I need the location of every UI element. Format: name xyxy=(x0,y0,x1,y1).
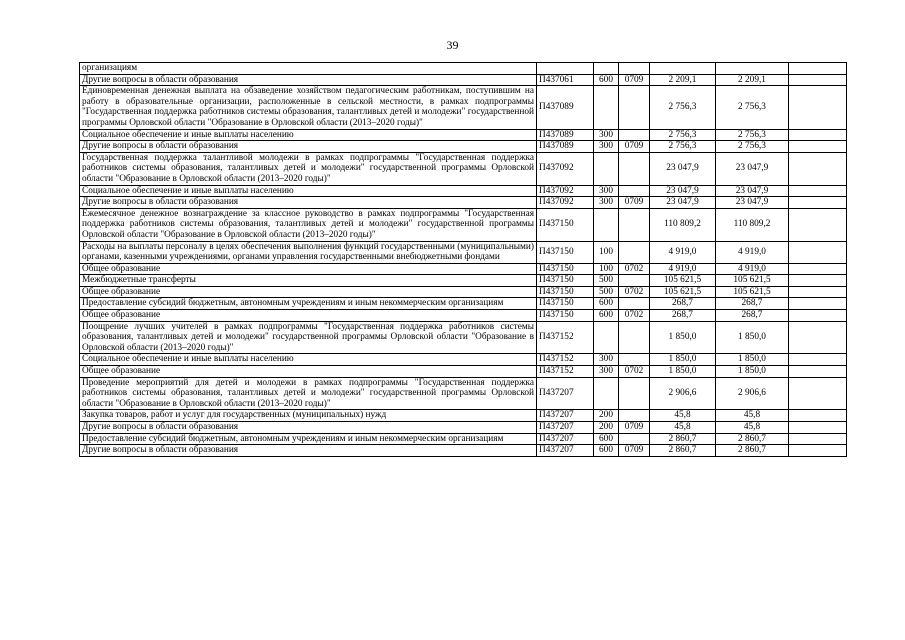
row-amount-cell: 105 621,5 xyxy=(650,275,716,287)
row-name-cell: Другие вопросы в области образования xyxy=(80,422,537,434)
row-section-cell xyxy=(619,152,650,185)
row-name-cell: организациям xyxy=(80,63,537,75)
row-amount-cell: 2 209,1 xyxy=(650,74,716,86)
row-empty-cell xyxy=(789,275,847,287)
row-amount-cell: 1 850,0 xyxy=(716,366,789,378)
row-expense-type-cell: 300 xyxy=(594,185,619,197)
row-name-cell: Социальное обеспечение и иные выплаты населению xyxy=(80,185,537,197)
row-code-cell: П437207 xyxy=(537,445,594,457)
row-name-cell: Поощрение лучших учителей в рамках подпрограммы "Государственная поддержка работников системы образования, талантливых детей и молодежи" государственной программы Орловской области "Образование в Орловской области (2013–2020 годы)" xyxy=(80,321,537,354)
row-section-cell xyxy=(619,185,650,197)
row-expense-type-cell: 500 xyxy=(594,275,619,287)
row-expense-type-cell xyxy=(594,208,619,241)
row-expense-type-cell: 300 xyxy=(594,129,619,141)
row-empty-cell xyxy=(789,422,847,434)
row-section-cell: 0709 xyxy=(619,445,650,457)
row-amount-cell: 4 919,0 xyxy=(716,263,789,275)
row-code-cell: П437152 xyxy=(537,354,594,366)
row-code-cell: П437152 xyxy=(537,366,594,378)
row-amount-cell: 2 906,6 xyxy=(716,377,789,410)
row-empty-cell xyxy=(789,74,847,86)
row-empty-cell xyxy=(789,410,847,422)
row-empty-cell xyxy=(789,63,847,75)
row-amount-cell: 2 756,3 xyxy=(650,86,716,129)
row-expense-type-cell xyxy=(594,86,619,129)
row-amount-cell: 268,7 xyxy=(716,298,789,310)
row-amount-cell: 2 860,7 xyxy=(650,433,716,445)
row-empty-cell xyxy=(789,141,847,153)
row-amount-cell: 105 621,5 xyxy=(650,286,716,298)
row-amount-cell: 23 047,9 xyxy=(716,197,789,209)
row-code-cell: П437150 xyxy=(537,263,594,275)
row-empty-cell xyxy=(789,366,847,378)
row-amount-cell: 45,8 xyxy=(650,410,716,422)
row-name-cell: Другие вопросы в области образования xyxy=(80,141,537,153)
row-expense-type-cell: 300 xyxy=(594,366,619,378)
row-code-cell: П437150 xyxy=(537,310,594,322)
row-expense-type-cell: 500 xyxy=(594,286,619,298)
row-section-cell xyxy=(619,275,650,287)
row-code-cell: П437061 xyxy=(537,74,594,86)
row-section-cell xyxy=(619,86,650,129)
table-row xyxy=(80,298,847,310)
row-empty-cell xyxy=(789,298,847,310)
table-row xyxy=(80,433,847,445)
row-name-cell: Социальное обеспечение и иные выплаты населению xyxy=(80,129,537,141)
row-amount-cell xyxy=(650,63,716,75)
table-row xyxy=(80,321,847,354)
row-code-cell: П437150 xyxy=(537,241,594,263)
row-code-cell: П437089 xyxy=(537,86,594,129)
row-empty-cell xyxy=(789,433,847,445)
row-amount-cell: 4 919,0 xyxy=(650,241,716,263)
row-name-cell: Другие вопросы в области образования xyxy=(80,445,537,457)
row-section-cell xyxy=(619,241,650,263)
table-row xyxy=(80,152,847,185)
row-empty-cell xyxy=(789,129,847,141)
row-code-cell xyxy=(537,63,594,75)
budget-table xyxy=(79,62,847,457)
table-row xyxy=(80,208,847,241)
row-section-cell xyxy=(619,433,650,445)
row-amount-cell xyxy=(716,63,789,75)
row-name-cell: Общее образование xyxy=(80,366,537,378)
row-amount-cell: 23 047,9 xyxy=(716,185,789,197)
row-expense-type-cell: 300 xyxy=(594,141,619,153)
row-expense-type-cell xyxy=(594,377,619,410)
row-amount-cell: 268,7 xyxy=(716,310,789,322)
row-empty-cell xyxy=(789,310,847,322)
table-row xyxy=(80,310,847,322)
row-amount-cell: 110 809,2 xyxy=(716,208,789,241)
row-name-cell: Единовременная денежная выплата на обзаведение хозяйством педагогическим работникам, поступившим на работу в образовательные организации, расположенные в сельской местности, в рамках подпрограммы "Государственная поддержка работников системы образования, талантливых детей и молодежи" государственной программы Орловской области "Образование в Орловской области (2013–2020 годы)" xyxy=(80,86,537,129)
row-expense-type-cell xyxy=(594,321,619,354)
row-code-cell: П437089 xyxy=(537,141,594,153)
table-row xyxy=(80,74,847,86)
table-row xyxy=(80,354,847,366)
row-code-cell: П437207 xyxy=(537,433,594,445)
row-name-cell: Другие вопросы в области образования xyxy=(80,74,537,86)
row-amount-cell: 1 850,0 xyxy=(650,366,716,378)
row-amount-cell: 45,8 xyxy=(716,422,789,434)
row-amount-cell: 268,7 xyxy=(650,310,716,322)
row-empty-cell xyxy=(789,185,847,197)
row-amount-cell: 1 850,0 xyxy=(650,354,716,366)
row-expense-type-cell xyxy=(594,63,619,75)
row-section-cell: 0702 xyxy=(619,366,650,378)
row-code-cell: П437092 xyxy=(537,185,594,197)
row-name-cell: Межбюджетные трансферты xyxy=(80,275,537,287)
row-amount-cell: 110 809,2 xyxy=(650,208,716,241)
row-amount-cell: 2 860,7 xyxy=(650,445,716,457)
row-code-cell: П437207 xyxy=(537,422,594,434)
row-section-cell xyxy=(619,321,650,354)
table-row xyxy=(80,422,847,434)
row-amount-cell: 2 860,7 xyxy=(716,433,789,445)
table-row xyxy=(80,286,847,298)
row-amount-cell: 4 919,0 xyxy=(650,263,716,275)
row-amount-cell: 45,8 xyxy=(650,422,716,434)
row-amount-cell: 23 047,9 xyxy=(650,152,716,185)
row-expense-type-cell: 600 xyxy=(594,433,619,445)
row-empty-cell xyxy=(789,321,847,354)
row-section-cell: 0709 xyxy=(619,197,650,209)
table-row xyxy=(80,241,847,263)
row-name-cell: Общее образование xyxy=(80,286,537,298)
row-code-cell: П437150 xyxy=(537,208,594,241)
table-row xyxy=(80,366,847,378)
row-code-cell: П437152 xyxy=(537,321,594,354)
row-amount-cell: 23 047,9 xyxy=(650,197,716,209)
row-code-cell: П437092 xyxy=(537,152,594,185)
row-amount-cell: 23 047,9 xyxy=(716,152,789,185)
row-name-cell: Предоставление субсидий бюджетным, автономным учреждениям и иным некоммерческим организациям xyxy=(80,298,537,310)
row-section-cell xyxy=(619,129,650,141)
row-expense-type-cell: 100 xyxy=(594,263,619,275)
row-name-cell: Общее образование xyxy=(80,310,537,322)
row-name-cell: Расходы на выплаты персоналу в целях обеспечения выполнения функций государственными (муниципальными) органами, казенными учреждениями, органами управления государственными внебюджетными фондами xyxy=(80,241,537,263)
row-amount-cell: 23 047,9 xyxy=(650,185,716,197)
row-section-cell: 0709 xyxy=(619,422,650,434)
row-section-cell: 0709 xyxy=(619,74,650,86)
row-name-cell: Закупка товаров, работ и услуг для государственных (муниципальных) нужд xyxy=(80,410,537,422)
row-name-cell: Ежемесячное денежное вознаграждение за классное руководство в рамках подпрограммы "Государственная поддержка работников системы образования, талантливых детей и молодежи" государственной программы Орловской области "Образование в Орловской области (2013–2020 годы)" xyxy=(80,208,537,241)
row-amount-cell: 2 906,6 xyxy=(650,377,716,410)
row-expense-type-cell xyxy=(594,152,619,185)
row-amount-cell: 1 850,0 xyxy=(716,354,789,366)
row-amount-cell: 1 850,0 xyxy=(650,321,716,354)
row-amount-cell: 2 756,3 xyxy=(716,86,789,129)
row-code-cell: П437207 xyxy=(537,377,594,410)
row-expense-type-cell: 600 xyxy=(594,445,619,457)
row-name-cell: Предоставление субсидий бюджетным, автономным учреждениям и иным некоммерческим организациям xyxy=(80,433,537,445)
row-section-cell xyxy=(619,410,650,422)
row-amount-cell: 268,7 xyxy=(650,298,716,310)
row-amount-cell: 105 621,5 xyxy=(716,275,789,287)
row-amount-cell: 105 621,5 xyxy=(716,286,789,298)
row-empty-cell xyxy=(789,152,847,185)
page-number: 39 xyxy=(446,38,459,52)
row-section-cell xyxy=(619,63,650,75)
row-section-cell: 0702 xyxy=(619,263,650,275)
row-section-cell xyxy=(619,208,650,241)
row-empty-cell xyxy=(789,197,847,209)
row-empty-cell xyxy=(789,86,847,129)
row-amount-cell: 2 209,1 xyxy=(716,74,789,86)
table-row xyxy=(80,185,847,197)
row-amount-cell: 2 756,3 xyxy=(716,141,789,153)
table-row xyxy=(80,275,847,287)
row-empty-cell xyxy=(789,377,847,410)
table-row xyxy=(80,86,847,129)
row-amount-cell: 1 850,0 xyxy=(716,321,789,354)
table-row xyxy=(80,197,847,209)
row-code-cell: П437207 xyxy=(537,410,594,422)
row-expense-type-cell: 100 xyxy=(594,241,619,263)
row-expense-type-cell: 600 xyxy=(594,74,619,86)
row-name-cell: Государственная поддержка талантливой молодежи в рамках подпрограммы "Государственная поддержка работников системы образования, талантливых детей и молодежи" государственной программы Орловской области "Образование в Орловской области (2013–2020 годы)" xyxy=(80,152,537,185)
row-name-cell: Проведение мероприятий для детей и молодежи в рамках подпрограммы "Государственная поддержка работников системы образования, талантливых детей и молодежи" государственной программы Орловской области "Образование в Орловской области (2013–2020 годы)" xyxy=(80,377,537,410)
row-section-cell xyxy=(619,298,650,310)
row-expense-type-cell: 300 xyxy=(594,197,619,209)
row-empty-cell xyxy=(789,286,847,298)
table-row xyxy=(80,410,847,422)
table-row xyxy=(80,263,847,275)
row-section-cell: 0702 xyxy=(619,286,650,298)
row-empty-cell xyxy=(789,445,847,457)
row-name-cell: Другие вопросы в области образования xyxy=(80,197,537,209)
row-empty-cell xyxy=(789,354,847,366)
row-code-cell: П437150 xyxy=(537,275,594,287)
row-name-cell: Социальное обеспечение и иные выплаты населению xyxy=(80,354,537,366)
row-code-cell: П437150 xyxy=(537,298,594,310)
table-row xyxy=(80,141,847,153)
row-code-cell: П437089 xyxy=(537,129,594,141)
row-name-cell: Общее образование xyxy=(80,263,537,275)
row-expense-type-cell: 600 xyxy=(594,310,619,322)
row-section-cell: 0709 xyxy=(619,141,650,153)
row-code-cell: П437092 xyxy=(537,197,594,209)
row-amount-cell: 4 919,0 xyxy=(716,241,789,263)
row-section-cell: 0702 xyxy=(619,310,650,322)
table-row xyxy=(80,63,847,75)
budget-table-body xyxy=(80,63,847,457)
row-amount-cell: 2 860,7 xyxy=(716,445,789,457)
table-row xyxy=(80,129,847,141)
row-amount-cell: 2 756,3 xyxy=(650,129,716,141)
row-expense-type-cell: 200 xyxy=(594,410,619,422)
row-code-cell: П437150 xyxy=(537,286,594,298)
row-expense-type-cell: 200 xyxy=(594,422,619,434)
row-section-cell xyxy=(619,354,650,366)
row-amount-cell: 2 756,3 xyxy=(716,129,789,141)
table-row xyxy=(80,445,847,457)
row-expense-type-cell: 300 xyxy=(594,354,619,366)
row-expense-type-cell: 600 xyxy=(594,298,619,310)
row-empty-cell xyxy=(789,208,847,241)
row-empty-cell xyxy=(789,241,847,263)
table-row xyxy=(80,377,847,410)
row-empty-cell xyxy=(789,263,847,275)
row-amount-cell: 2 756,3 xyxy=(650,141,716,153)
row-amount-cell: 45,8 xyxy=(716,410,789,422)
row-section-cell xyxy=(619,377,650,410)
